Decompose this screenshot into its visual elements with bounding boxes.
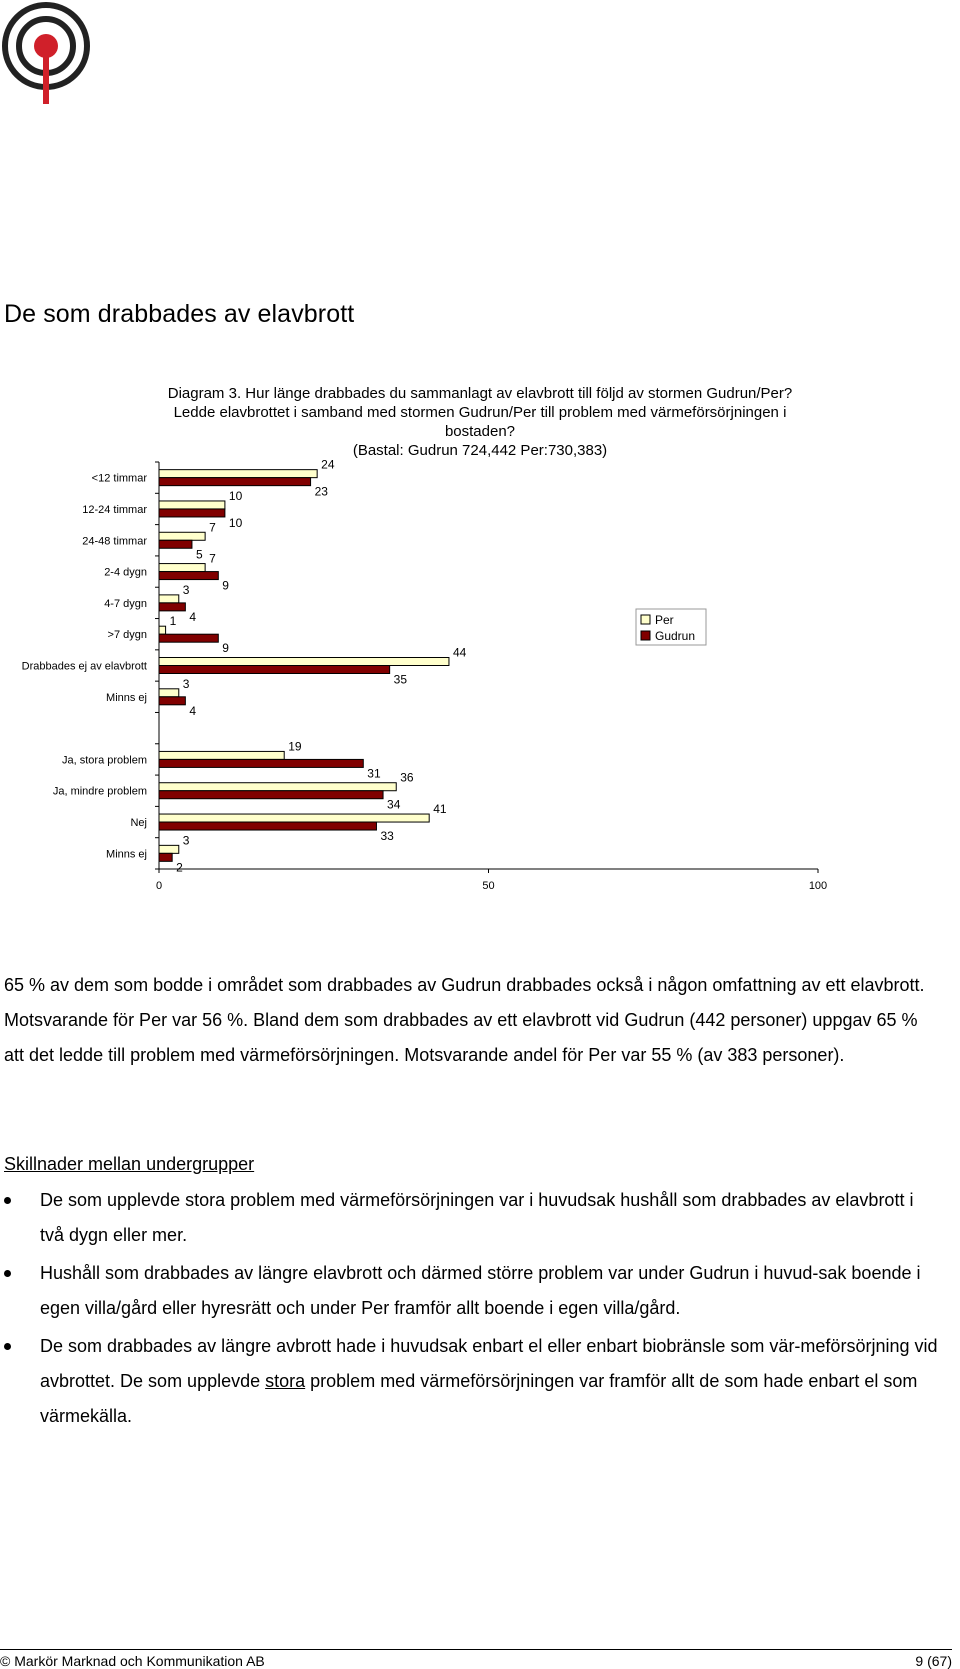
data-label-gudrun: 35 xyxy=(393,672,408,687)
chart-title xyxy=(120,384,840,460)
data-label-per: 10 xyxy=(228,488,243,503)
bullet-text-emphasis: stora xyxy=(265,1371,306,1391)
x-tick-label: 100 xyxy=(808,880,828,892)
bullet-icon xyxy=(4,1343,11,1350)
bar-chart xyxy=(0,457,960,892)
data-label-per: 36 xyxy=(400,770,414,785)
data-label-gudrun: 31 xyxy=(367,766,381,781)
data-label-per: 1 xyxy=(169,614,177,629)
data-label-per: 41 xyxy=(433,802,447,817)
category-label: 12-24 timmar xyxy=(82,503,147,516)
chart-title-line: Diagram 3. Hur länge drabbades du sammanlagt av elavbrott till följd av stormen Gudrun/Per? xyxy=(167,385,793,402)
x-tick-label: 50 xyxy=(482,880,495,892)
category-label: Drabbades ej av elavbrott xyxy=(21,660,147,673)
bar-gudrun xyxy=(159,509,225,517)
legend-label: Per xyxy=(655,613,674,627)
bar-per xyxy=(159,626,166,634)
chart-title-line: bostaden? xyxy=(444,423,516,440)
data-label-gudrun: 10 xyxy=(228,515,243,530)
bar-per xyxy=(159,532,205,540)
category-label: Minns ej xyxy=(106,848,147,861)
company-logo xyxy=(0,0,100,115)
data-label-gudrun: 4 xyxy=(189,703,197,718)
legend-label: Gudrun xyxy=(655,629,696,643)
list-item xyxy=(4,1183,940,1253)
x-tick-label: 0 xyxy=(155,880,163,892)
list-item xyxy=(4,1329,940,1434)
data-label-gudrun: 9 xyxy=(222,578,229,593)
bullet-text: Hushåll som drabbades av längre elavbrott och därmed större problem var under Gudrun i huvud-sak boende i egen villa/gård eller hyresrätt och under Per framför allt boende i egen villa/gård. xyxy=(40,1263,921,1318)
footer-page-number: 9 (67) xyxy=(915,1653,952,1669)
category-label: Minns ej xyxy=(106,691,147,704)
data-label-per: 7 xyxy=(209,520,216,535)
category-label: 2-4 dygn xyxy=(104,566,147,579)
bar-gudrun xyxy=(159,666,390,674)
data-label-gudrun: 23 xyxy=(314,484,328,499)
data-label-per: 3 xyxy=(182,582,190,597)
category-label: 4-7 dygn xyxy=(104,597,147,610)
subgroup-heading: Skillnader mellan undergrupper xyxy=(4,1154,255,1174)
footer-copyright: © Markör Marknad och Kommunikation AB xyxy=(0,1653,265,1669)
data-label-gudrun: 33 xyxy=(380,829,394,844)
body-text xyxy=(4,968,939,1073)
data-label-per: 44 xyxy=(452,645,467,660)
bullet-list xyxy=(4,1183,940,1437)
bar-gudrun xyxy=(159,540,192,548)
bar-gudrun xyxy=(159,791,383,799)
data-label-per: 3 xyxy=(182,833,190,848)
bar-gudrun xyxy=(159,853,172,861)
bullet-text: De som upplevde stora problem med värmeförsörjningen var i huvudsak hushåll som drabbades av elavbrott i två dygn eller mer. xyxy=(40,1190,914,1245)
logo-pin-head xyxy=(34,34,58,58)
bar-per xyxy=(159,783,396,791)
bar-gudrun xyxy=(159,603,185,611)
legend-swatch xyxy=(641,615,650,624)
legend-swatch xyxy=(641,631,650,640)
data-label-per: 24 xyxy=(321,457,335,472)
page-title: De som drabbades av elavbrott xyxy=(4,300,355,328)
category-label: >7 dygn xyxy=(107,629,147,642)
bullet-text: De som drabbades av längre avbrott hade i huvudsak enbart el eller enbart biobränsle som vär-meförsörjning vid avbrottet. De som upplevde xyxy=(40,1336,938,1391)
bar-gudrun xyxy=(159,572,218,580)
bar-per xyxy=(159,470,317,478)
category-label: <12 timmar xyxy=(91,472,147,485)
bullet-icon xyxy=(4,1270,11,1277)
bar-gudrun xyxy=(159,759,363,767)
bar-per xyxy=(159,564,205,572)
data-label-gudrun: 5 xyxy=(195,547,203,562)
bar-gudrun xyxy=(159,697,185,705)
bar-per xyxy=(159,501,225,509)
bullet-text: problem med värmeförsörjningen var framför allt de som hade enbart el som värmekälla. xyxy=(40,1371,918,1426)
bar-gudrun xyxy=(159,634,218,642)
data-label-gudrun: 34 xyxy=(387,797,401,812)
bar-per xyxy=(159,751,284,759)
data-label-per: 7 xyxy=(209,551,216,566)
bullet-icon xyxy=(4,1197,11,1204)
bar-gudrun xyxy=(159,822,376,830)
bar-per xyxy=(159,814,429,822)
bar-per xyxy=(159,658,449,666)
data-label-per: 19 xyxy=(288,739,302,754)
category-label: Nej xyxy=(130,817,147,830)
category-label: Ja, mindre problem xyxy=(52,785,147,798)
chart-title-line: (Bastal: Gudrun 724,442 Per:730,383) xyxy=(352,442,608,459)
category-label: Ja, stora problem xyxy=(62,754,147,767)
list-item xyxy=(4,1256,940,1326)
page-footer xyxy=(0,1649,952,1669)
bar-per xyxy=(159,595,179,603)
chart-title-line: Ledde elavbrottet i samband med stormen Gudrun/Per till problem med värmeförsörjningen i xyxy=(173,404,787,421)
category-label: 24-48 timmar xyxy=(82,535,147,548)
bar-per xyxy=(159,689,179,697)
summary-paragraph: 65 % av dem som bodde i området som drabbades av Gudrun drabbades också i någon omfattning av ett elavbrott. Motsvarande för Per var 56 %. Bland dem som drabbades av ett elavbrott vid Gudrun (442 personer) uppgav 65 % att det ledde till problem med värmeförsörjningen. Motsvarande andel för Per var 55 % (av 383 personer). xyxy=(4,975,925,1065)
data-label-per: 3 xyxy=(182,676,190,691)
data-label-gudrun: 4 xyxy=(189,609,197,624)
data-label-gudrun: 2 xyxy=(176,860,183,875)
bar-per xyxy=(159,845,179,853)
bar-gudrun xyxy=(159,478,311,486)
data-label-gudrun: 9 xyxy=(222,641,229,656)
